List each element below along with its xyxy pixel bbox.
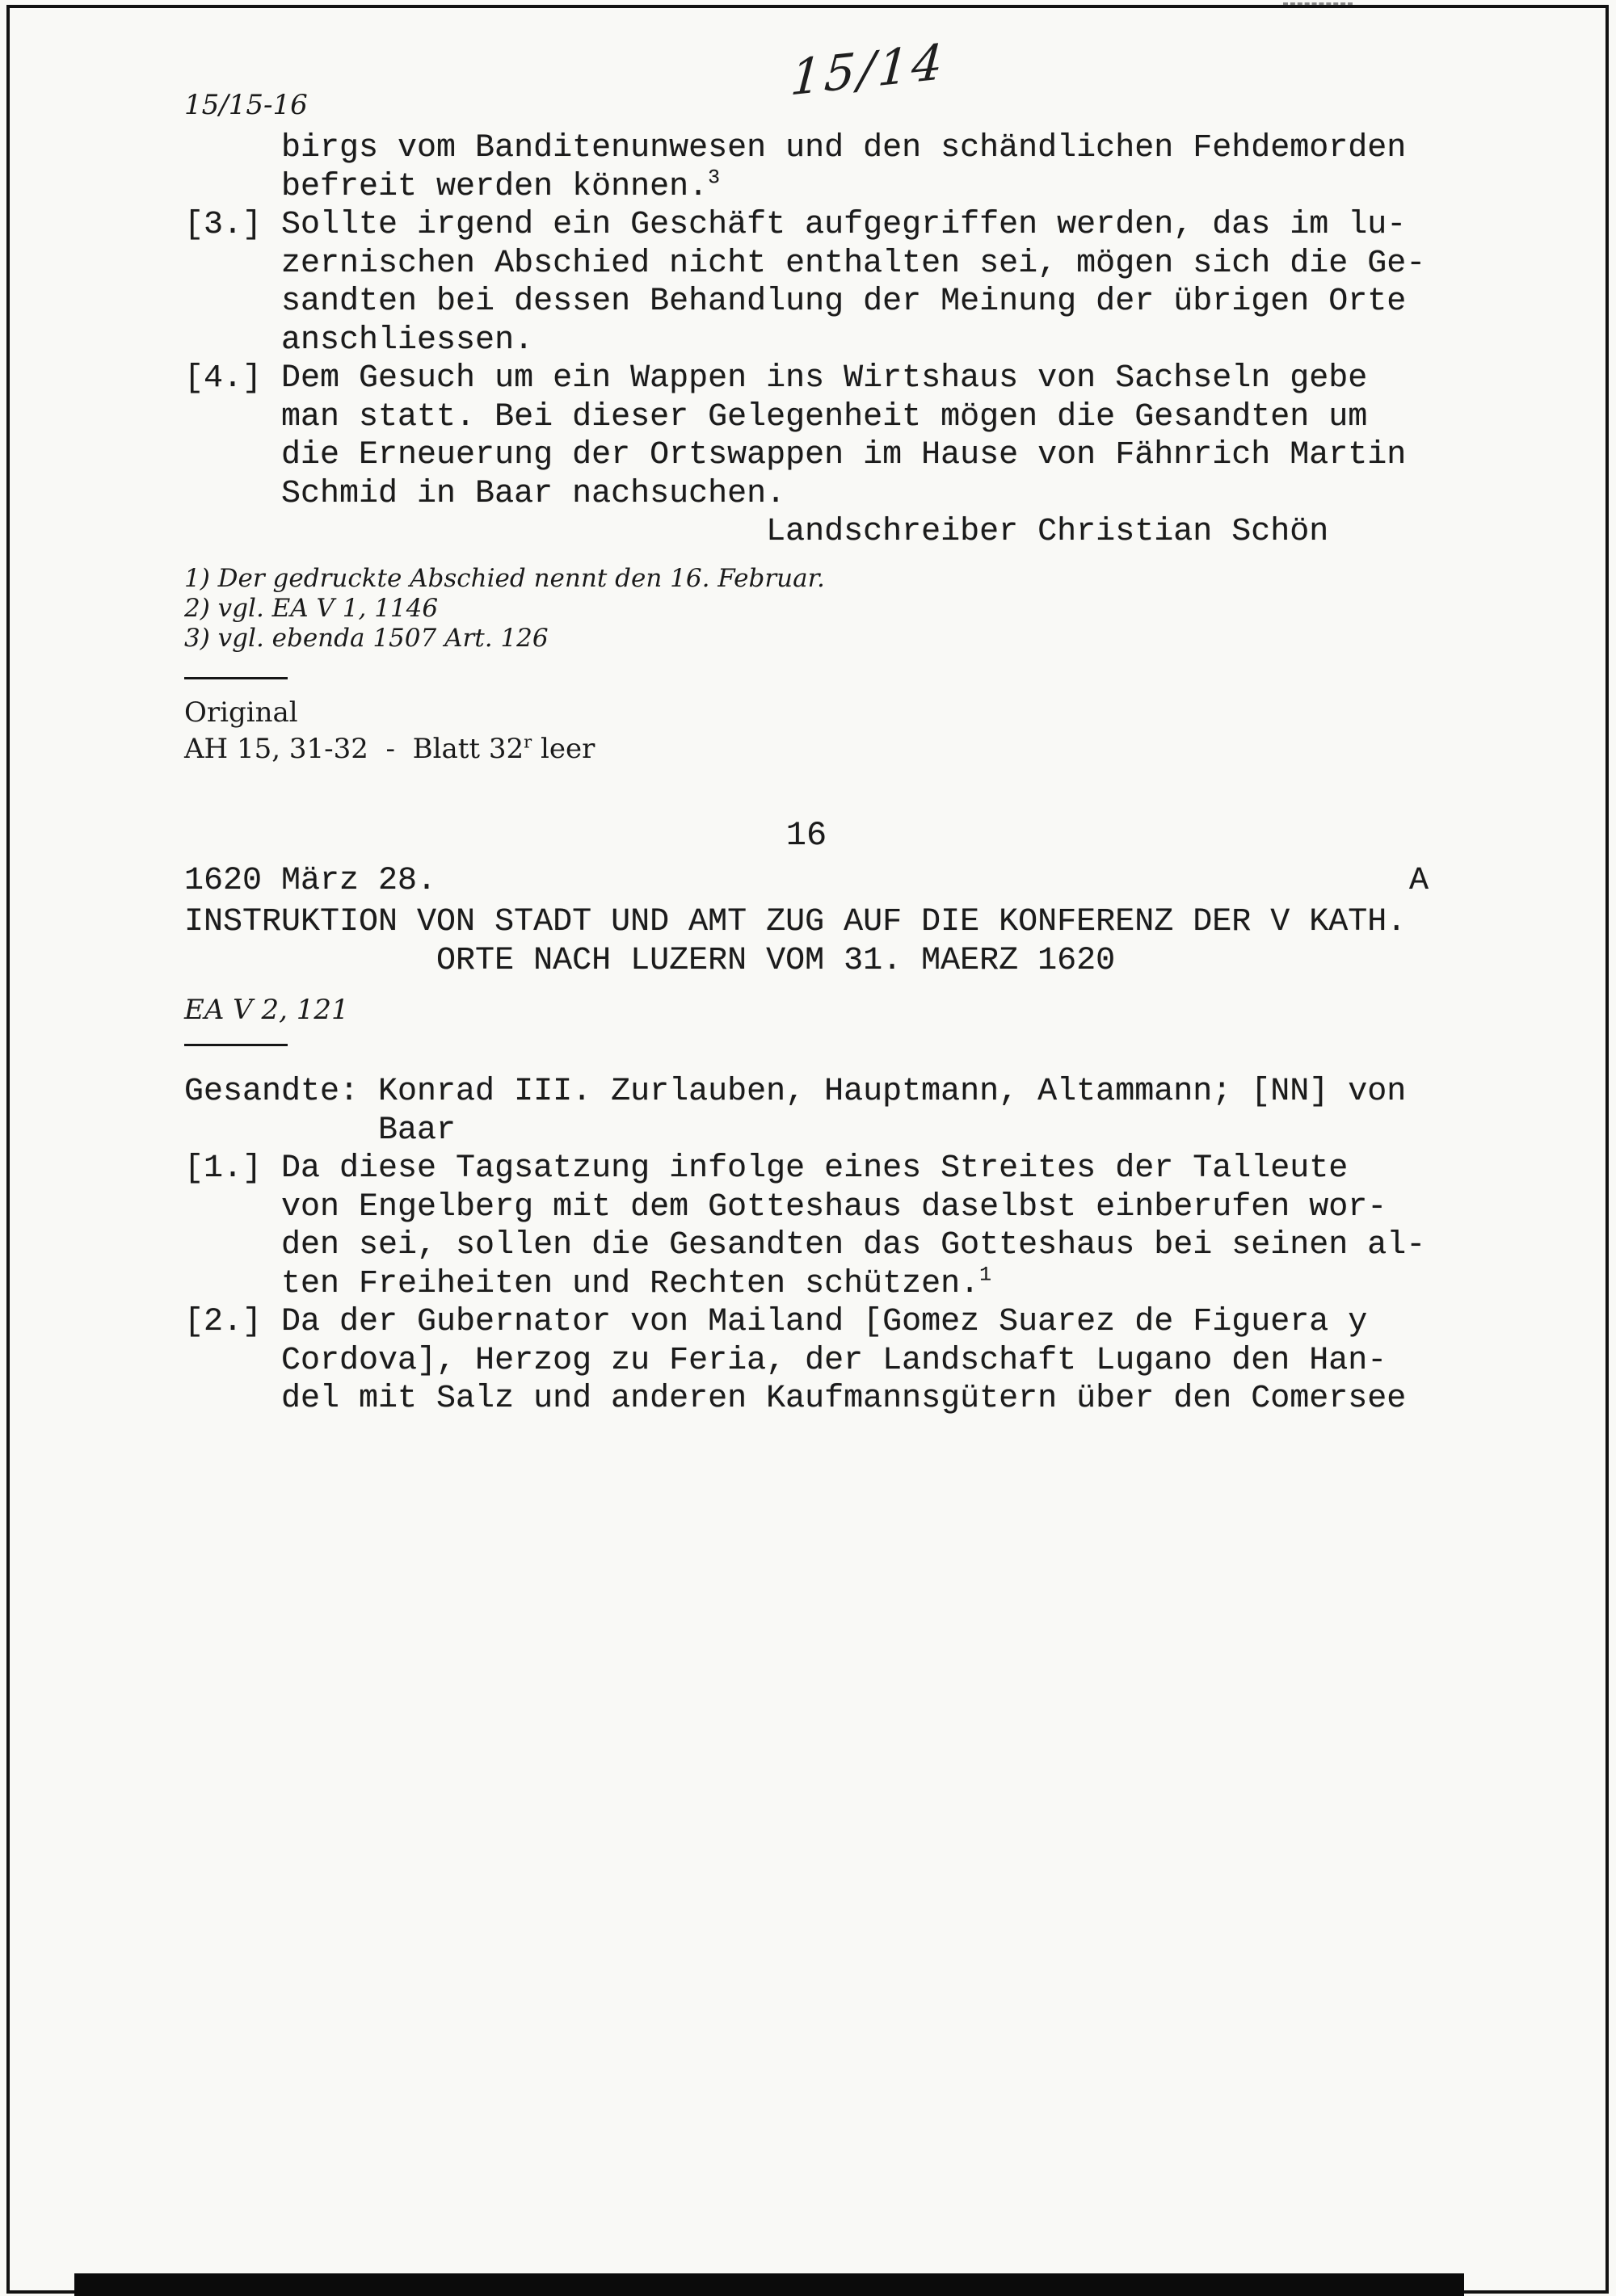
text-line: sandten bei dessen Behandlung der Meinung der übrigen Orte xyxy=(184,284,1407,320)
text-line: [1.] Da diese Tagsatzung infolge eines Streites der Talleute xyxy=(184,1150,1349,1187)
scan-edge-marks xyxy=(1283,2,1353,5)
entry-15-footnotes xyxy=(184,564,825,654)
text-line: 3) vgl. ebenda 1507 Art. 126 xyxy=(184,624,549,653)
entry-16-date: 1620 März 28. xyxy=(184,863,437,899)
text-line: [3.] Sollte irgend ein Geschäft aufgegriffen werden, das im lu- xyxy=(184,207,1407,243)
text-line: ten Freiheiten und Rechten schützen.$^1$ xyxy=(184,1264,992,1302)
superscript-note-ref: 1 xyxy=(979,1264,992,1287)
entry-16-body xyxy=(184,1073,1425,1419)
entry-16-number: 16 xyxy=(785,816,827,855)
entry-15-source-note xyxy=(184,695,595,767)
text-line: birgs vom Banditenunwesen und den schändlichen Fehdemorden xyxy=(184,130,1407,166)
superscript-note-ref: r xyxy=(524,731,532,752)
text-line: Gesandte: Konrad III. Zurlauben, Hauptmann, Altammann; [NN] von xyxy=(184,1074,1407,1110)
text-line: Cordova], Herzog zu Feria, der Landschaft Lugano den Han- xyxy=(184,1342,1387,1379)
text-line: die Erneuerung der Ortswappen im Hause von Fähnrich Martin xyxy=(184,437,1407,473)
page-header: 15/15-16 xyxy=(184,89,308,121)
text-line: 1) Der gedruckte Abschied nennt den 16. Februar. xyxy=(184,564,825,593)
entry-16-title xyxy=(184,903,1406,981)
handwritten-folio-annotation: 15/14 xyxy=(789,33,948,107)
text-line: Baar xyxy=(184,1112,457,1149)
text-line: von Engelberg mit dem Gotteshaus daselbst einberufen wor- xyxy=(184,1188,1387,1226)
text-line: Original xyxy=(184,696,298,729)
superscript-note-ref: 3 xyxy=(708,166,720,190)
text-line: zernischen Abschied nicht enthalten sei, mögen sich die Ge- xyxy=(184,245,1426,282)
text-line: ORTE NACH LUZERN VOM 31. MAERZ 1620 xyxy=(184,943,1116,979)
text-line: [2.] Da der Gubernator von Mailand [Gomez Suarez de Figuera y xyxy=(184,1304,1368,1340)
entry-15-body xyxy=(184,129,1425,552)
divider-rule xyxy=(184,1044,288,1046)
text-line: man statt. Bei dieser Gelegenheit mögen die Gesandten um xyxy=(184,398,1368,435)
scan-bottom-bar xyxy=(74,2273,1464,2296)
text-line: 2) vgl. EA V 1, 1146 xyxy=(184,594,439,623)
text-line: Schmid in Baar nachsuchen. xyxy=(184,475,786,512)
entry-16-marginal-letter: A xyxy=(1408,863,1429,899)
entry-16-reference: EA V 2, 121 xyxy=(184,994,349,1026)
entry-16-dateline xyxy=(184,863,1429,899)
divider-rule xyxy=(184,677,288,679)
text-line: anschliessen. xyxy=(184,322,534,359)
text-line: befreit werden können.$^3$ xyxy=(184,166,720,205)
text-line: del mit Salz und anderen Kaufmannsgütern über den Comersee xyxy=(184,1381,1407,1417)
text-line: [4.] Dem Gesuch um ein Wappen ins Wirtshaus von Sachseln gebe xyxy=(184,360,1368,397)
text-line: INSTRUKTION VON STADT UND AMT ZUG AUF DIE KONFERENZ DER V KATH. xyxy=(184,904,1407,940)
text-line: den sei, sollen die Gesandten das Gotteshaus bei seinen al- xyxy=(184,1227,1426,1264)
text-line: AH 15, 31-32 - Blatt 32$^r$ leer xyxy=(184,731,595,765)
text-line: Landschreiber Christian Schön xyxy=(184,514,1329,550)
